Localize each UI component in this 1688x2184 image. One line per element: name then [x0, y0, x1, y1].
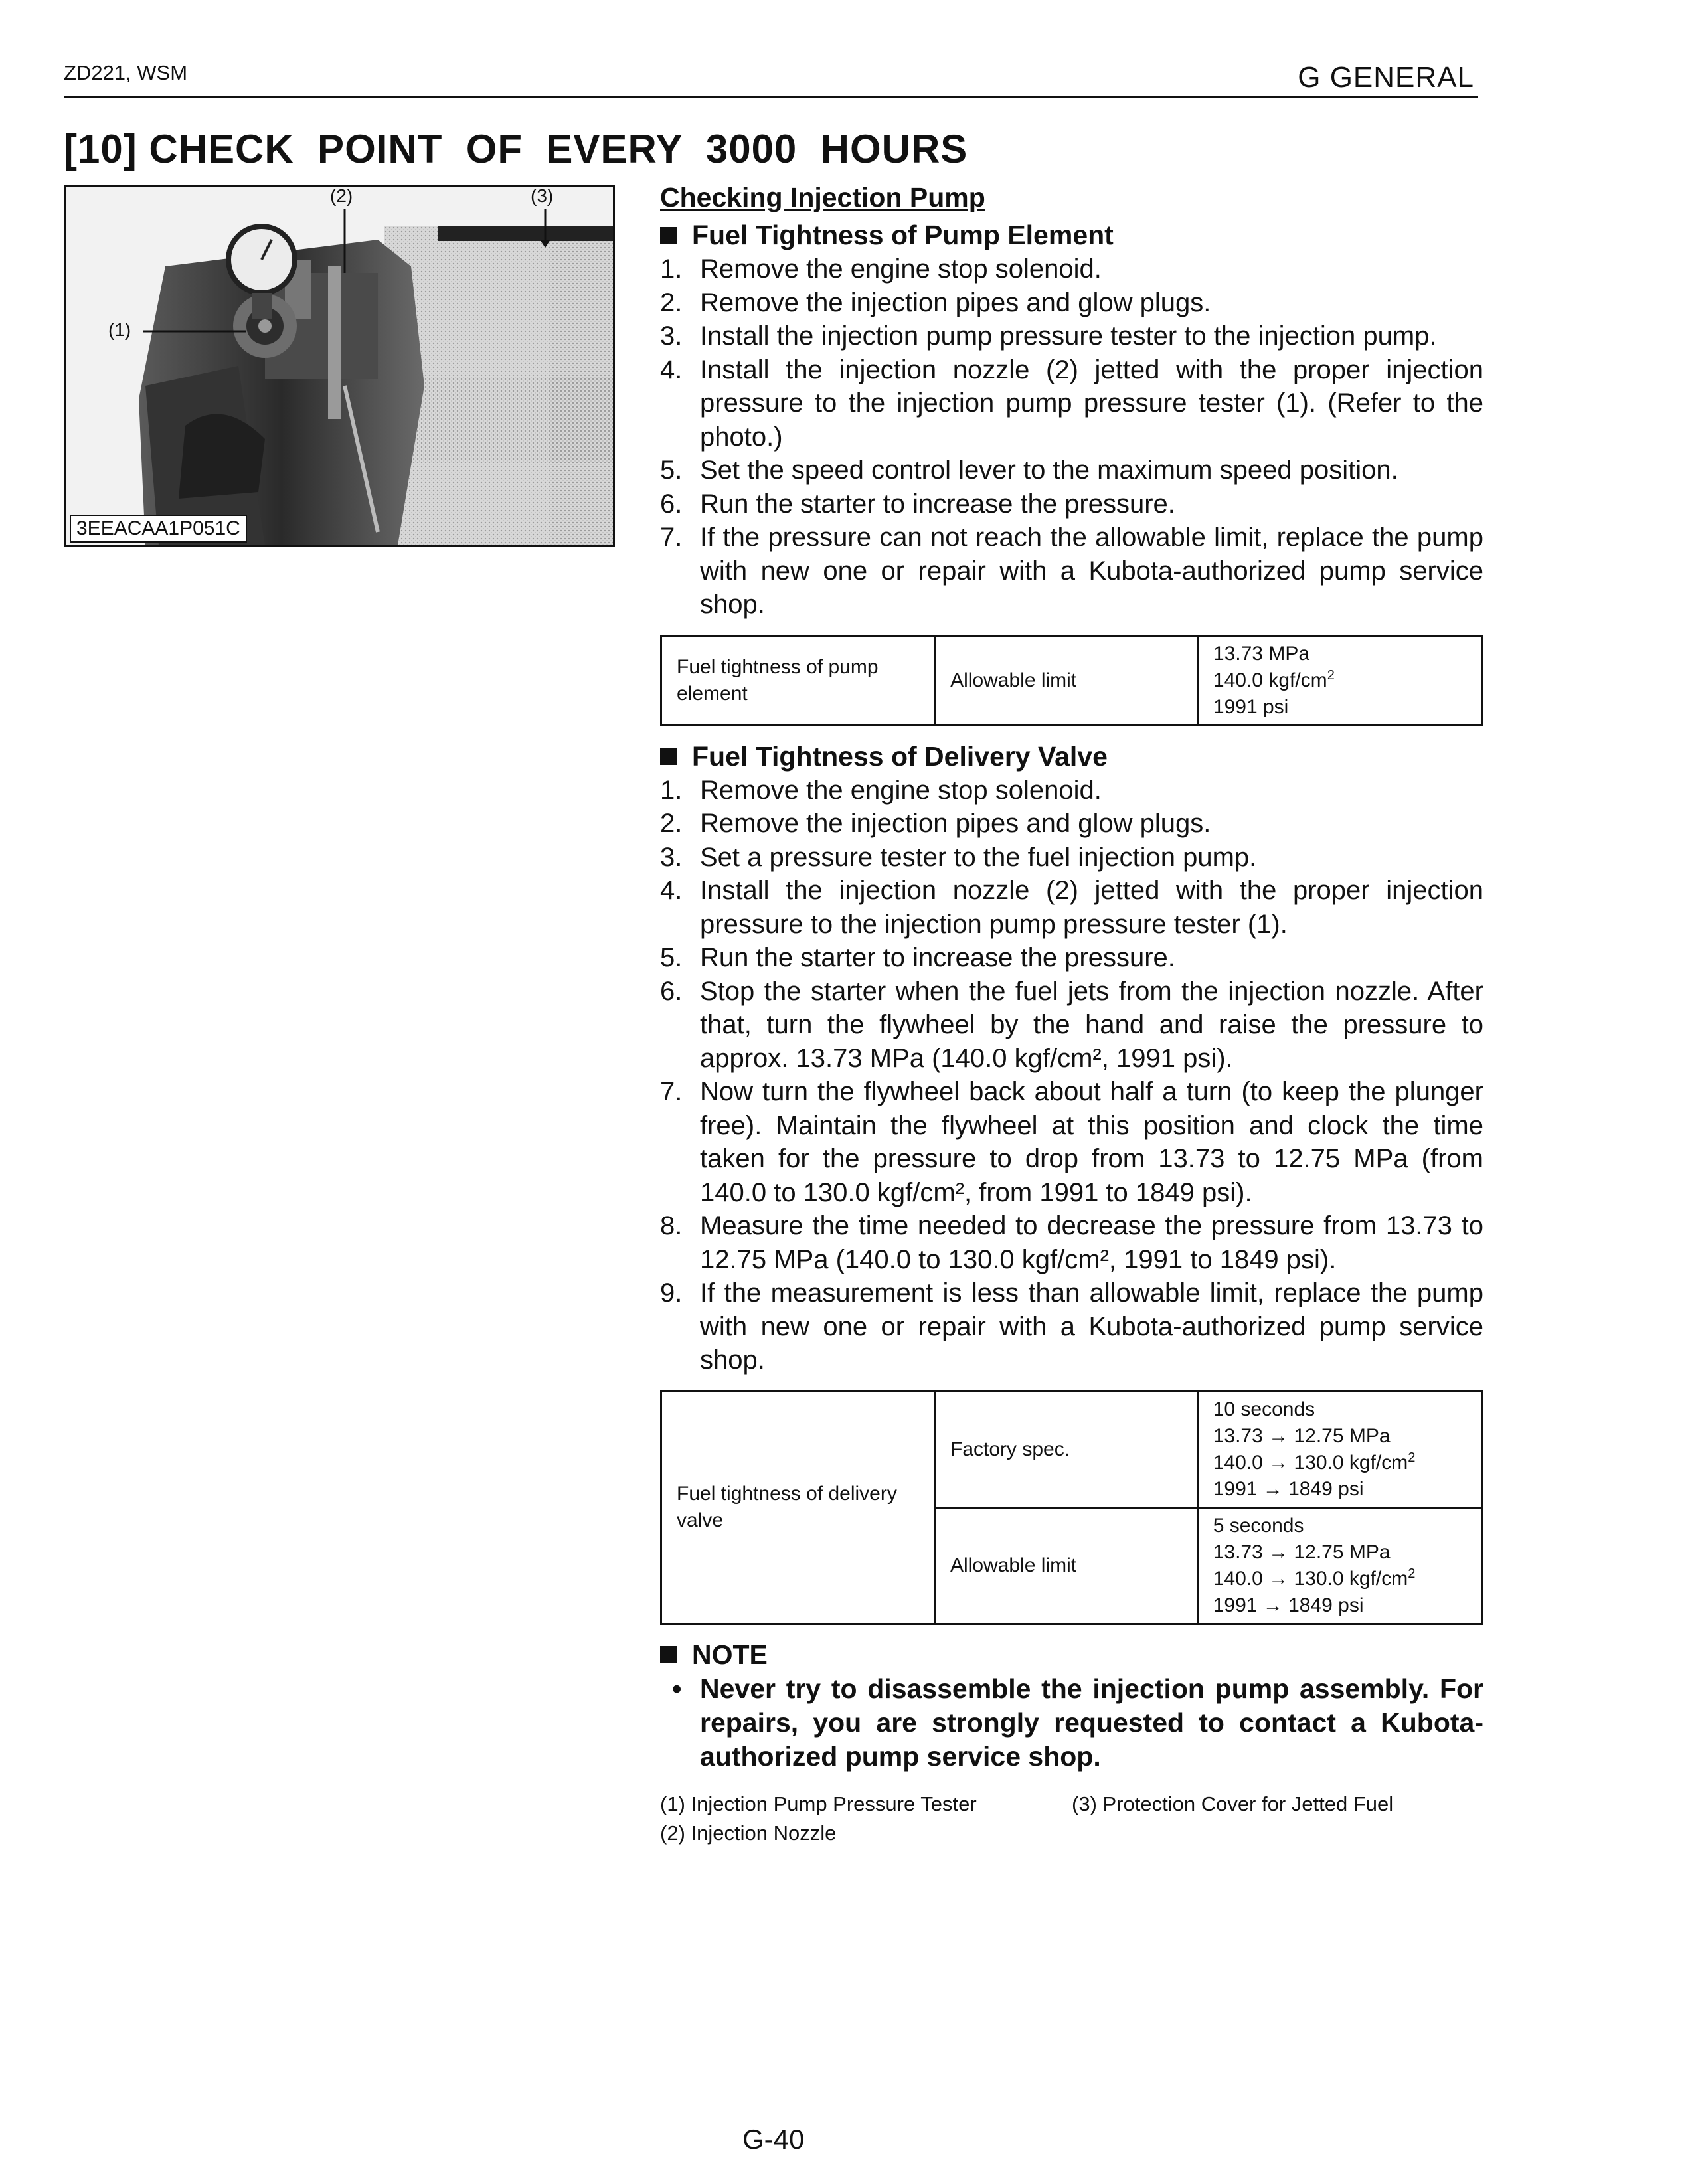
callout-leader-lines	[66, 187, 613, 545]
chapter-label: G GENERAL	[1298, 61, 1474, 94]
note-heading-text: NOTE	[692, 1639, 768, 1670]
step-text: Stop the starter when the fuel jets from the injection nozzle. After that, turn the flywheel by the hand and raise the pressure to approx. 13.73 MPa (140.0 kgf/cm², 1991 psi).	[700, 976, 1483, 1073]
spec-value	[1213, 1566, 1467, 1592]
step-number: 4.	[660, 355, 683, 384]
list-item	[660, 252, 1483, 286]
page-number: G-40	[742, 2124, 805, 2155]
list-item	[660, 774, 1483, 807]
pump-element-steps	[660, 252, 1483, 622]
callout-2: (2)	[330, 185, 353, 206]
section-title: [10] CHECK POINT OF EVERY 3000 HOURS	[64, 127, 968, 171]
step-number: 6.	[660, 489, 683, 519]
step-number: 7.	[660, 523, 683, 552]
list-item	[660, 319, 1483, 353]
pump-element-spec-table	[660, 635, 1483, 726]
delivery-valve-steps	[660, 774, 1483, 1377]
spec-value: 10 seconds	[1213, 1398, 1315, 1420]
figure-legend	[660, 1790, 1483, 1848]
step-number: 3.	[660, 321, 683, 351]
pump-element-heading	[660, 220, 1483, 251]
engine-photo	[64, 185, 615, 547]
list-item	[660, 286, 1483, 320]
spec-label: Allowable limit	[935, 1507, 1198, 1624]
spec-value: 13.73 → 12.75 MPa	[1213, 1424, 1391, 1447]
spec-value: 1991 → 1849 psi	[1213, 1477, 1364, 1500]
step-number: 8.	[660, 1211, 683, 1240]
step-text: Remove the injection pipes and glow plugs.	[700, 288, 1211, 317]
table-row	[661, 1391, 1483, 1507]
delivery-valve-heading	[660, 741, 1483, 772]
content-column	[660, 182, 1483, 1848]
superscript: 2	[1408, 1566, 1416, 1581]
table-row	[661, 635, 1483, 725]
list-item	[660, 1075, 1483, 1209]
step-number: 6.	[660, 976, 683, 1006]
step-text: Remove the engine stop solenoid.	[700, 775, 1102, 805]
delivery-valve-spec-table	[660, 1390, 1483, 1625]
step-number: 5.	[660, 943, 683, 972]
step-text: Now turn the flywheel back about half a turn (to keep the plunger free). Maintain the flywheel at this position and clock the time taken for the pressure to drop from 13.73 to 12.75 MPa (from 140.0 to 130.0 kgf/cm², from 1991 to 1849 psi).	[700, 1077, 1483, 1207]
step-text: If the pressure can not reach the allowable limit, replace the pump with new one or repair with a Kubota-authorized pump service shop.	[700, 523, 1483, 619]
legend-item-1: (1) Injection Pump Pressure Tester	[660, 1792, 977, 1815]
superscript: 2	[1408, 1450, 1416, 1465]
spec-value: 5 seconds	[1213, 1514, 1304, 1537]
delivery-valve-heading-text: Fuel Tightness of Delivery Valve	[692, 740, 1108, 772]
spec-item: Fuel tightness of delivery valve	[661, 1391, 935, 1624]
step-text: Remove the engine stop solenoid.	[700, 254, 1102, 284]
note-text	[660, 1672, 1483, 1774]
list-item	[660, 874, 1483, 941]
step-number: 4.	[660, 876, 683, 905]
spec-value	[1213, 1450, 1467, 1476]
spec-value-text: 140.0 → 130.0 kgf/cm	[1213, 1567, 1408, 1590]
spec-values	[1197, 1507, 1482, 1624]
step-text: Remove the injection pipes and glow plugs.	[700, 809, 1211, 838]
legend-item-2: (2) Injection Nozzle	[660, 1821, 837, 1845]
legend-item-3: (3) Protection Cover for Jetted Fuel	[1072, 1792, 1394, 1815]
note-body: Never try to disassemble the injection pump assembly. For repairs, you are strongly requested to contact a Kubota-authorized pump service shop.	[700, 1673, 1483, 1772]
step-number: 1.	[660, 775, 683, 805]
spec-label: Allowable limit	[935, 635, 1198, 725]
step-text: Install the injection nozzle (2) jetted with the proper injection pressure to the injection pump pressure tester (1).	[700, 876, 1483, 939]
spec-value-text: 140.0 kgf/cm	[1213, 669, 1327, 691]
spec-value: 1991 psi	[1213, 695, 1289, 718]
bullet-dot: •	[672, 1673, 682, 1704]
legend-row	[660, 1819, 1483, 1848]
step-text: Set the speed control lever to the maximum speed position.	[700, 456, 1398, 485]
callout-1: (1)	[108, 319, 131, 340]
list-item	[660, 975, 1483, 1076]
square-bullet-icon	[660, 227, 677, 244]
list-item	[660, 487, 1483, 521]
subheading: Checking Injection Pump	[660, 182, 985, 212]
pump-element-heading-text: Fuel Tightness of Pump Element	[692, 220, 1114, 250]
square-bullet-icon	[660, 748, 677, 765]
header-rule	[64, 96, 1478, 98]
list-item	[660, 1276, 1483, 1377]
spec-label: Factory spec.	[935, 1391, 1198, 1507]
spec-value: 13.73 → 12.75 MPa	[1213, 1541, 1391, 1563]
step-text: Run the starter to increase the pressure.	[700, 943, 1175, 972]
step-number: 7.	[660, 1077, 683, 1106]
callout-3: (3)	[531, 185, 554, 206]
superscript: 2	[1327, 667, 1335, 683]
step-text: Set a pressure tester to the fuel injection pump.	[700, 842, 1257, 872]
step-number: 5.	[660, 456, 683, 485]
spec-value: 1991 → 1849 psi	[1213, 1594, 1364, 1616]
step-number: 3.	[660, 842, 683, 872]
step-number: 2.	[660, 288, 683, 317]
legend-row	[660, 1790, 1483, 1819]
spec-value	[1213, 667, 1467, 694]
step-text: Measure the time needed to decrease the pressure from 13.73 to 12.75 MPa (140.0 to 130.0 kgf/cm², 1991 to 1849 psi).	[700, 1211, 1483, 1274]
step-number: 9.	[660, 1278, 683, 1307]
document-code: ZD221, WSM	[64, 61, 188, 84]
spec-values	[1197, 1391, 1482, 1507]
step-number: 2.	[660, 809, 683, 838]
list-item	[660, 807, 1483, 841]
square-bullet-icon	[660, 1646, 677, 1663]
spec-item: Fuel tightness of pump element	[661, 635, 935, 725]
note-heading	[660, 1639, 1483, 1671]
spec-value: 13.73 MPa	[1213, 642, 1310, 665]
list-item	[660, 941, 1483, 975]
list-item	[660, 841, 1483, 875]
photo-code: 3EEACAA1P051C	[70, 515, 247, 543]
list-item	[660, 454, 1483, 487]
step-text: Install the injection nozzle (2) jetted with the proper injection pressure to the injection pump pressure tester (1). (Refer to the photo.)	[700, 355, 1483, 452]
step-text: Run the starter to increase the pressure.	[700, 489, 1175, 519]
step-text: Install the injection pump pressure tester to the injection pump.	[700, 321, 1437, 351]
list-item	[660, 521, 1483, 622]
spec-value-text: 140.0 → 130.0 kgf/cm	[1213, 1451, 1408, 1473]
spec-values	[1197, 635, 1482, 725]
step-text: If the measurement is less than allowable limit, replace the pump with new one or repair with a Kubota-authorized pump service shop.	[700, 1278, 1483, 1375]
list-item	[660, 353, 1483, 454]
step-number: 1.	[660, 254, 683, 284]
list-item	[660, 1209, 1483, 1276]
